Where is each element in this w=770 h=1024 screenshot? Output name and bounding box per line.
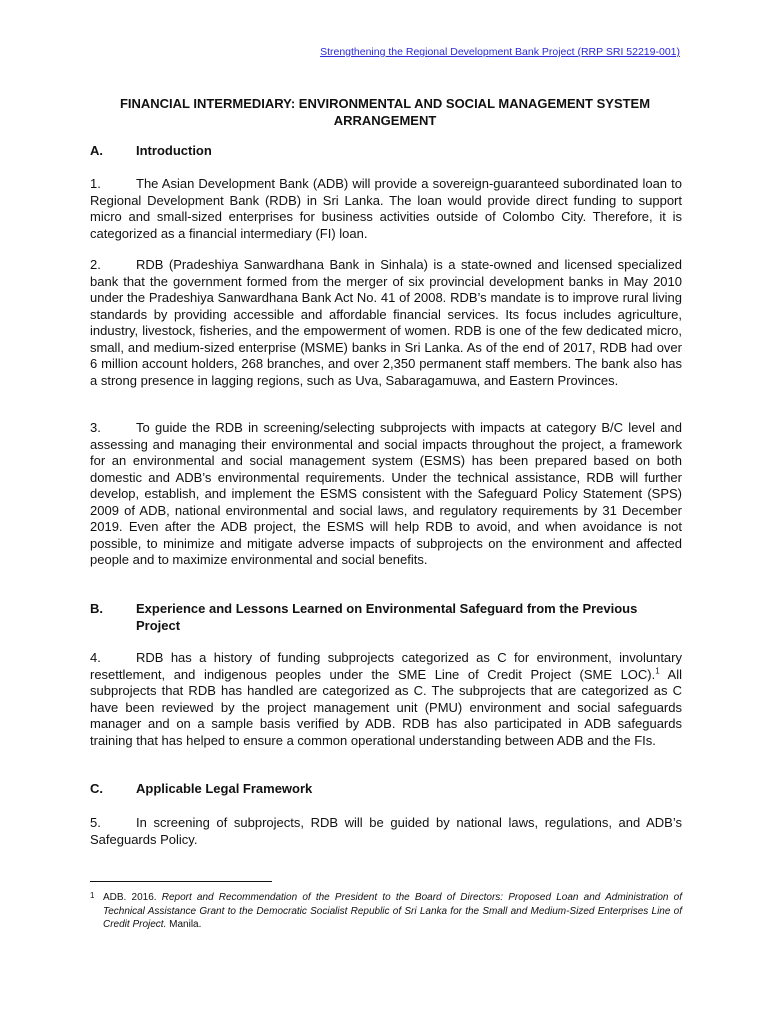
paragraph-text: RDB has a history of funding subprojects categorized as C for environment, involuntary resettlement, and indigenous peoples under the SME Line of Credit Project (SME LOC). [90, 650, 682, 682]
paragraph-text: RDB (Pradeshiya Sanwardhana Bank in Sinhala) is a state-owned and licensed specialized bank that the government formed from the merger of six provincial development banks in May 2010 under the Pradeshiya Sanwardhana Bank Act No. 41 of 2008. RDB’s mandate is to improve rural living standards by providing accessible and affordable financial services. Its focus includes agriculture, industry, livestock, fisheries, and the empowerment of women. RDB is one of the few dedicated micro, small, and medium-sized enterprise (MSME) banks in Sri Lanka. As of the end of 2017, RDB had over 6 million account holders, 268 branches, and over 2,350 permanent staff members. The bank also has a strong presence in lagging regions, such as Uva, Sabaragamuwa, and Eastern Provinces. [90, 257, 682, 388]
paragraph-number: 5. [90, 815, 101, 830]
paragraph-3 [90, 420, 682, 569]
section-letter-b: B. [90, 601, 103, 616]
footnote-1 [90, 891, 682, 932]
paragraph-2 [90, 257, 682, 389]
footnote-mark: 1 [90, 891, 95, 900]
paragraph-number: 4. [90, 650, 101, 665]
paragraph-text-continued: All subprojects that RDB has handled are categorized as C. The subprojects that are categorized as C have been reviewed by the project management unit (PMU) environment and social safeguards manager and on a sample basis verified by ADB. RDB has also participated in ADB safeguards training that has helped to ensure a common operational understanding between ADB and the FIs. [90, 666, 682, 748]
paragraph-number: 1. [90, 176, 101, 191]
footnote-tail: Manila. [166, 919, 202, 930]
section-heading-c [90, 781, 682, 798]
section-title-b: Experience and Lessons Learned on Environmental Safeguard from the Previous Project [136, 601, 638, 633]
section-title-c: Applicable Legal Framework [136, 781, 313, 796]
paragraph-4 [90, 650, 682, 749]
section-letter-a: A. [90, 143, 103, 158]
paragraph-text: To guide the RDB in screening/selecting subprojects with impacts at category B/C level and assessing and managing their environmental and social impacts throughout the project, a framework for an environmental and social management system (ESMS) has been prepared based on both domestic and ADB’s environmental requirements. Under the technical assistance, RDB will further develop, establish, and implement the ESMS consistent with the Safeguard Policy Statement (SPS) 2009 of ADB, national environmental and social laws, and regulatory requirements by 31 December 2019. Even after the ADB project, the ESMS will help RDB to avoid, and when avoidance is not possible, to minimize and mitigate adverse impacts of subprojects on the environment and affected people and to maximize environmental and social benefits. [90, 420, 682, 567]
paragraph-text: The Asian Development Bank (ADB) will provide a sovereign-guaranteed subordinated loan to Regional Development Bank (RDB) in Sri Lanka. The loan would provide direct funding to support micro and small-sized enterprises for business activities outside of Colombo City. Therefore, it is categorized as a financial intermediary (FI) loan. [90, 176, 682, 241]
paragraph-5 [90, 815, 682, 848]
footnote-citation-title: Report and Recommendation of the President to the Board of Directors: Proposed Loan and Administration of Technical Assistance Grant to the Democratic Socialist Republic of Sri Lanka for the Small and Medium-Sized Enterprises Line of Credit Project. [103, 892, 682, 930]
footnote-reference[interactable]: 1 [655, 666, 660, 676]
footnote-lead: ADB. 2016. [103, 892, 162, 903]
footnote-divider [90, 881, 272, 882]
document-title: FINANCIAL INTERMEDIARY: ENVIRONMENTAL AND SOCIAL MANAGEMENT SYSTEM ARRANGEMENT [119, 96, 651, 128]
footnote-text [103, 891, 682, 932]
section-heading-b [90, 601, 682, 634]
paragraph-number: 3. [90, 420, 101, 435]
section-title-a: Introduction [136, 143, 212, 158]
section-letter-c: C. [90, 781, 103, 796]
header-project-link[interactable]: Strengthening the Regional Development Bank Project (RRP SRI 52219-001) [320, 46, 680, 58]
paragraph-text: In screening of subprojects, RDB will be guided by national laws, regulations, and ADB’s Safeguards Policy. [90, 815, 682, 847]
paragraph-number: 2. [90, 257, 101, 272]
paragraph-1 [90, 176, 682, 242]
section-heading-a [90, 143, 682, 160]
